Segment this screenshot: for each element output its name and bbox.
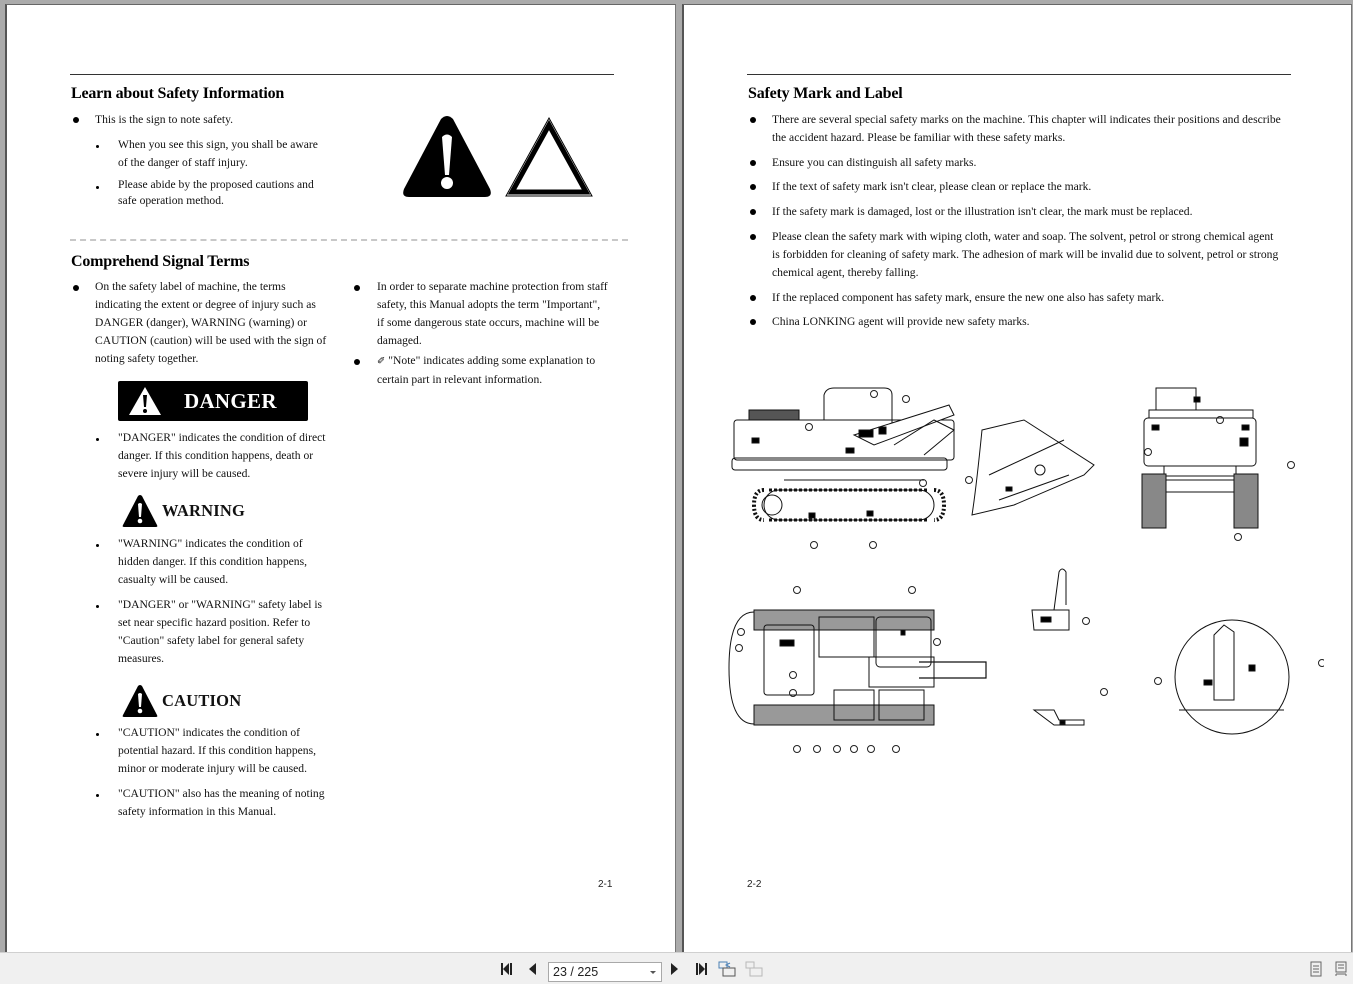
next-page-icon (670, 962, 680, 976)
pencil-icon: ✐ (377, 356, 386, 367)
page-number: 2-2 (747, 879, 762, 890)
page-number-select[interactable] (548, 962, 662, 982)
pedal-view (1034, 710, 1084, 725)
bullet-text: Ensure you can distinguish all safety marks. (772, 156, 977, 169)
sub-bullet-icon (96, 145, 99, 148)
previous-page-button[interactable] (525, 961, 539, 977)
caution-description: "CAUTION" indicates the condition of potential hazard. If this condition happens, minor or moderate injury will be caused. (118, 726, 317, 775)
caution-note: "CAUTION" also has the meaning of noting safety information in this Manual. (118, 787, 325, 818)
warning-triangle-icon (122, 684, 158, 718)
next-page-button[interactable] (668, 961, 682, 977)
warning-label-text: WARNING (162, 501, 245, 520)
bullet-text: If the replaced component has safety mark, ensure the new one also has safety mark. (772, 291, 1165, 304)
dropdown-caret-icon (650, 971, 656, 974)
bullet-icon (73, 117, 79, 123)
bullet-text: There are several special safety marks on the machine. This chapter will indicates their positions and describe the accident hazard. Please be familiar with these safety marks. (772, 113, 1281, 144)
bullet-icon (73, 285, 79, 291)
section-title-safety-mark: Safety Mark and Label (748, 85, 903, 102)
section-title-signal-terms: Comprehend Signal Terms (71, 253, 250, 270)
safety-mark-location-diagram (724, 380, 1324, 760)
continuous-view-button[interactable] (717, 961, 737, 977)
side-view (732, 388, 954, 520)
bullet-icon (750, 117, 756, 123)
sub-bullet-text: When you see this sign, you shall be aware of the danger of staff injury. (118, 138, 318, 169)
caution-label-text: CAUTION (162, 691, 242, 710)
page-layout-disabled-icon (745, 961, 763, 977)
page-2-2 (682, 4, 1352, 952)
page-number: 2-1 (598, 879, 613, 890)
first-page-icon (500, 962, 516, 976)
danger-label (118, 381, 308, 421)
previous-page-icon (527, 962, 537, 976)
viewer-toolbar (0, 952, 1353, 984)
warning-triangle-icon (122, 494, 158, 528)
bullet-text: If the text of safety mark isn't clear, please clean or replace the mark. (772, 180, 1092, 193)
single-page-icon (1310, 961, 1322, 977)
header-rule (70, 74, 614, 75)
page-layout-icon (718, 961, 736, 977)
sub-bullet-text: Please abide by the proposed cautions and safe operation method. (118, 178, 314, 207)
callout-markers (736, 391, 1325, 753)
danger-description: "DANGER" indicates the condition of direct danger. If this condition happens, death or severe injury will be caused. (118, 431, 326, 480)
bucket-view (972, 420, 1094, 515)
danger-warning-note: "DANGER" or "WARNING" safety label is set near specific hazard position. Refer to "Caution" safety label for general safety measures. (118, 598, 323, 665)
page-indicator-text: 23 / 225 (553, 965, 599, 979)
sub-bullet-icon (96, 733, 99, 736)
bullet-text: Please clean the safety mark with wiping cloth, water and soap. The solvent, petrol or strong chemical agent is forbidden for cleaning of safety mark. The adhesion of mark will be invalid due to solvent, petrol or strong chemical agent, thereby falling. (772, 230, 1279, 279)
page-2-1 (5, 4, 676, 952)
last-page-icon (692, 962, 708, 976)
important-term-text: In order to separate machine protection from staff safety, this Manual adopts the term "Important", if some dangerous state occurs, machine will be damaged. (377, 280, 608, 347)
bullet-icon (750, 234, 756, 240)
two-page-layout-button[interactable] (1333, 961, 1349, 977)
section-divider (70, 239, 628, 241)
warning-description: "WARNING" indicates the condition of hidden danger. If this condition happens, casualty will be caused. (118, 537, 308, 586)
bullet-icon (354, 285, 360, 291)
sub-bullet-icon (96, 605, 99, 608)
continuous-pages-icon (1335, 961, 1347, 977)
top-view (729, 610, 986, 725)
bullet-icon (750, 319, 756, 325)
sub-bullet-icon (96, 794, 99, 797)
section-title-safety-info: Learn about Safety Information (71, 85, 285, 102)
cab-detail-view (1175, 620, 1289, 734)
warning-label (122, 494, 245, 528)
note-term-text: ✐ "Note" indicates adding some explanation to certain part in relevant information. (377, 354, 596, 386)
last-page-button[interactable] (692, 961, 708, 977)
facing-view-button[interactable] (744, 961, 764, 977)
sub-bullet-icon (96, 438, 99, 441)
bullet-text: China LONKING agent will provide new safety marks. (772, 315, 1030, 328)
caution-label (122, 684, 241, 718)
danger-label-text: DANGER (184, 388, 277, 413)
bullet-text: This is the sign to note safety. (95, 113, 234, 126)
rear-view (1142, 388, 1258, 528)
sub-bullet-icon (96, 544, 99, 547)
first-page-button[interactable] (500, 961, 516, 977)
sub-bullet-icon (96, 186, 99, 189)
bullet-text: If the safety mark is damaged, lost or the illustration isn't clear, the mark must be replaced. (772, 205, 1193, 218)
warning-triangle-icon (128, 386, 162, 416)
filled-warning-triangle-icon (401, 115, 493, 199)
bullet-icon (750, 160, 756, 166)
header-rule (747, 74, 1291, 75)
bullet-icon (354, 359, 360, 365)
single-page-layout-button[interactable] (1308, 961, 1324, 977)
bullet-icon (750, 209, 756, 215)
seat-view (1032, 569, 1069, 630)
bullet-icon (750, 184, 756, 190)
bullet-icon (750, 295, 756, 301)
outline-warning-triangle-icon (503, 115, 595, 199)
signal-terms-intro: On the safety label of machine, the terms indicating the extent or degree of injury such as DANGER (danger), WARNING (warning) or CAUTION (caution) will be used with the sign of noting safety together. (95, 280, 327, 365)
